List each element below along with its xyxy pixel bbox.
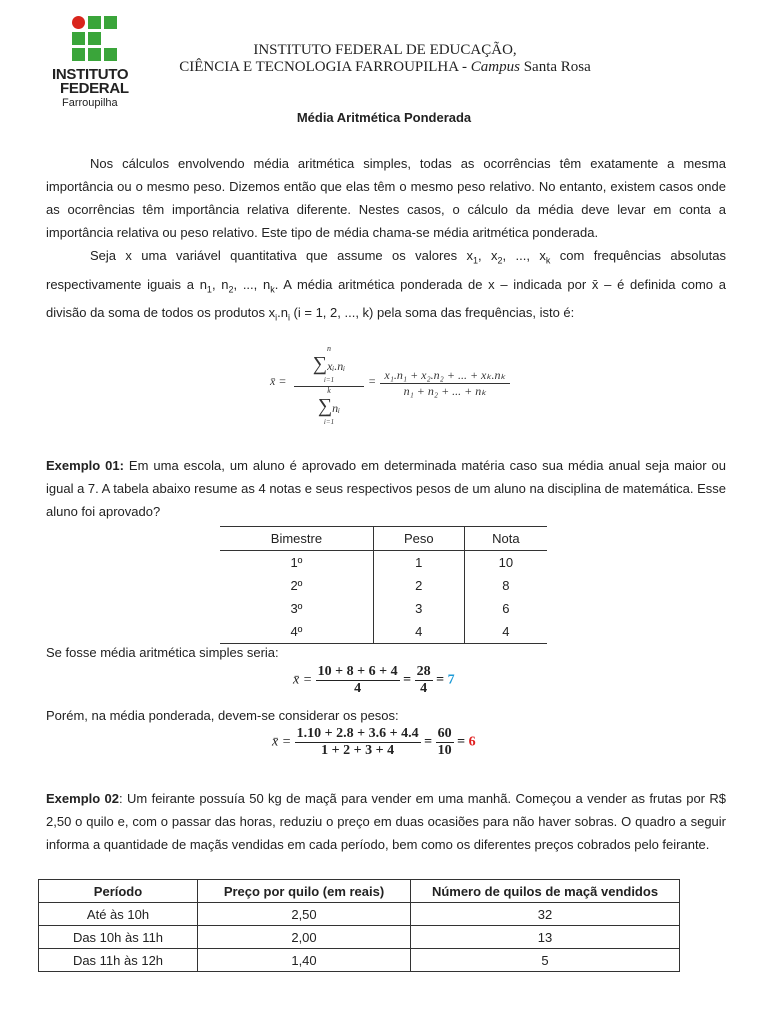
logo-square-icon [72, 32, 85, 45]
institution-name-line1: INSTITUTO FEDERAL DE EDUCAÇÃO, [253, 42, 517, 58]
table-row: 1º 1 10 [220, 551, 547, 575]
institution-name-line2: CIÊNCIA E TECNOLOGIA FARROUPILHA - Campus Santa Rosa [179, 59, 591, 75]
table-row: Das 10h às 11h 2,00 13 [39, 926, 680, 949]
example2-statement: Exemplo 02: Um feirante possuía 50 kg de maçã para vender em uma manhã. Começou a vender as frutas por R$ 2,50 o quilo e, com o passar das horas, reduziu o preço em duas ocasiões para não haver sobras. O quadro a seguir informa a quantidade de maçãs vendidas em cada período, bem como os diferentes preços cobrados pelo feirante. [46, 791, 726, 852]
logo-text-instituto: INSTITUTO [52, 66, 129, 83]
table-row: 2º 2 8 [220, 574, 547, 597]
logo-text-farroupilha: Farroupilha [62, 97, 118, 109]
simple-mean-text: Se fosse média aritmética simples seria: [46, 645, 279, 660]
weighted-mean-equation: x̄ = $\frac{1.10 + 2.8 + 3.6 + 4.4}{1 + 2 + 3 + 4}$ = $\frac{60}{10}$ = 6 [272, 726, 476, 758]
table-row: 3º 3 6 [220, 597, 547, 620]
weighted-mean-text: Porém, na média ponderada, devem-se considerar os pesos: [46, 708, 399, 723]
table-header: Período [39, 880, 198, 903]
logo-red-dot-icon [72, 16, 85, 29]
logo-square-icon [88, 16, 101, 29]
table-header: Número de quilos de maçã vendidos [411, 880, 680, 903]
table-header: Bimestre [220, 527, 373, 551]
logo-square-icon [88, 48, 101, 61]
weighted-mean-formula: x̄ = n ∑xᵢ.nᵢ i=1 k ∑nᵢ i=1 = x₁.n₁ + x₂.n₂ + ... + xₖ.nₖ n₁ + n₂ + ... + nₖ [260, 344, 510, 424]
example1-statement: Exemplo 01: Em uma escola, um aluno é aprovado em determinada matéria caso sua média anual seja maior ou igual a 7. A tabela abaixo resume as 4 notas e seus respectivos pesos de um aluno na disciplina de matemática. Esse aluno foi aprovado? [46, 458, 727, 519]
institution-logo [52, 16, 142, 112]
intro-paragraph: Nos cálculos envolvendo média aritmética simples, todas as ocorrências têm exatamente a mesma importância ou o mesmo peso. Dizemos então que elas têm o mesmo peso relativo. No entanto, existem casos onde as ocorrências têm importância relativa diferente. Nestes casos, o cálculo da média deve levar em conta a importância relativa ou peso relativo. Este tipo de média chama-se média aritmética ponderada. Seja x uma variável quantitativa que assume os valores $x_1$, $x_2$, ..., $x_k$ com frequências absolutas respectivamente iguais a $n_1$, $n_2$, ..., $n_k$. A média aritmética ponderada de x – indicada por x̄ – é definida como a divisão da soma de todos os produtos $x_i.n_i$ (i = 1, 2, ..., k) pela soma das frequências, isto é: [46, 152, 726, 330]
page-title: Média Aritmética Ponderada [296, 110, 472, 125]
definition-paragraph: Seja x uma variável quantitativa que assume os valores $x_1$, $x_2$, ..., $x_k$ com frequências absolutas respectivamente iguais a $n_1$, $n_2$, ..., $n_k$. A média aritmética ponderada de x – indicada por x̄ – é definida como a divisão da soma de todos os produtos $x_i.n_i$ (i = 1, 2, ..., k) pela soma das frequências, isto é: [46, 248, 726, 323]
weighted-mean-result: 6 [468, 734, 476, 750]
logo-square-icon [104, 48, 117, 61]
logo-square-icon [72, 48, 85, 61]
table-row: 4º 4 4 [220, 620, 547, 644]
table-header: Peso [373, 527, 464, 551]
simple-mean-equation: x̄ = $\frac{10 + 8 + 6 + 4}{4}$ = $\frac{28}{4}$ = 7 [293, 664, 455, 696]
logo-text-federal: FEDERAL [60, 80, 129, 97]
table-row: Até às 10h 2,50 32 [39, 903, 680, 926]
logo-square-icon [88, 32, 101, 45]
grades-table [220, 526, 547, 644]
logo-square-icon [104, 16, 117, 29]
table-header: Nota [464, 527, 547, 551]
simple-mean-result: 7 [447, 672, 455, 688]
table-header: Preço por quilo (em reais) [198, 880, 411, 903]
apple-sales-table [38, 879, 680, 972]
table-row: Das 11h às 12h 1,40 5 [39, 949, 680, 972]
